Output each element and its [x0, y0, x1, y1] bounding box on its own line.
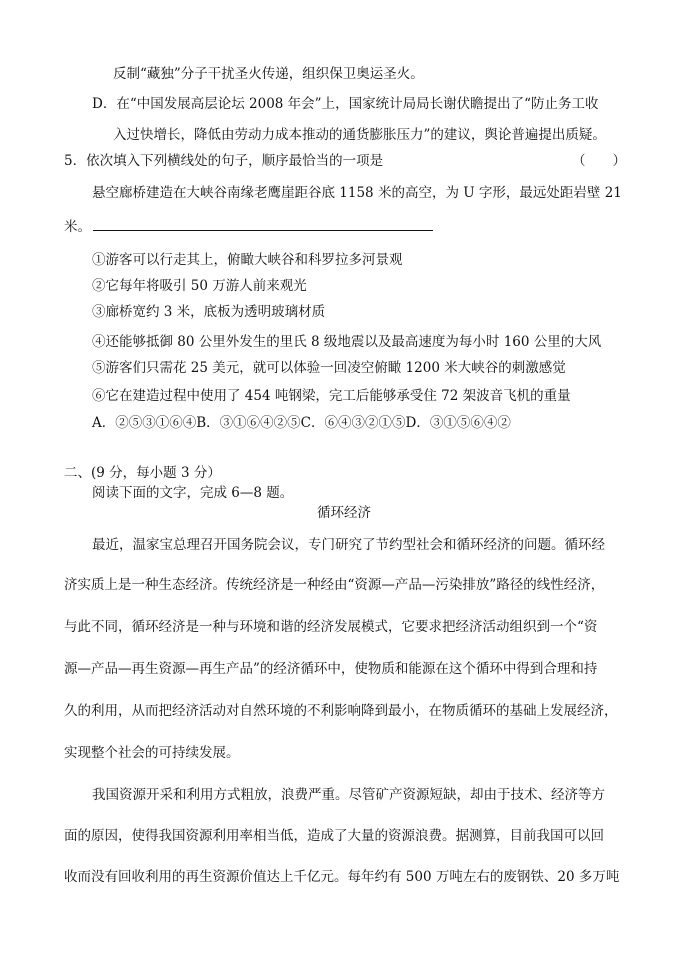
q5-answer-paren: （ ） — [572, 153, 626, 169]
q5-passage-line2 — [64, 218, 433, 236]
passage-p1-line1: 最近，温家宝总理召开国务院会议，专门研究了节约型社会和循环经济的问题。循环经 — [92, 537, 605, 553]
passage-p2-line2: 面的原因，使得我国资源利用率相当低，造成了大量的资源浪费。据测算，目前我国可以回 — [64, 828, 604, 844]
q4-continuation-line: 反制“藏独”分子干扰圣火传递，组织保卫奥运圣火。 — [113, 66, 424, 82]
passage-p2-line3: 收而没有回收利用的再生资源价值达上千亿元。每年约有 500 万吨左右的废钢铁、20 多万吨 — [64, 869, 620, 885]
q5-item-1: ①游客可以行走其上，俯瞰大峡谷和科罗拉多河景观 — [92, 252, 403, 268]
q5-item-3: ③廊桥宽约 3 米，底板为透明玻璃材质 — [92, 304, 326, 320]
passage-p1-line3: 与此不同，循环经济是一种与环境和谐的经济发展模式，它要求把经济活动组织到一个“资 — [64, 619, 598, 635]
section2-instruction: 阅读下面的文字，完成 6—8 题。 — [92, 485, 294, 501]
passage-p1-line5: 久的利用，从而把经济活动对自然环境的不利影响降到最小，在物质循环的基础上发展经济， — [64, 703, 618, 719]
fill-in-blank — [93, 218, 433, 231]
q5-passage-line2-text: 米。 — [64, 219, 91, 235]
passage-p2-line1: 我国资源开采和利用方式粗放，浪费严重。尽管矿产资源短缺，却由于技术、经济等方 — [92, 787, 605, 803]
q4-option-d-line2: 入过快增长，降低由劳动力成本推动的通货膨胀压力”的建议，舆论普遍提出质疑。 — [113, 127, 606, 143]
passage-p1-line4: 源—产品—再生资源—再生产品”的经济循环中，使物质和能源在这个循环中得到合理和持 — [64, 661, 598, 677]
q5-options: A．②⑤③①⑥④B．③①⑥④②⑤C．⑥④③②①⑤D．③①⑤⑥④② — [92, 415, 511, 431]
section2-header: 二、(9 分，每小题 3 分） — [64, 465, 221, 481]
q4-option-d-line1: D．在“中国发展高层论坛 2008 年会”上，国家统计局局长谢伏瞻提出了“防止务工收 — [92, 96, 599, 112]
q5-passage-line1: 悬空廊桥建造在大峡谷南缘老鹰崖距谷底 1158 米的高空，为 U 字形，最远处距岩壁 21 — [92, 185, 622, 201]
q5-item-5: ⑤游客们只需花 25 美元，就可以体验一回凌空俯瞰 1200 米大峡谷的刺激感觉 — [92, 360, 566, 376]
q5-item-2: ②它每年将吸引 50 万游人前来观光 — [92, 278, 307, 294]
q5-item-4: ④还能够抵御 80 公里外发生的里氏 8 级地震以及最高速度为每小时 160 公里的大风 — [92, 334, 602, 350]
q5-item-6: ⑥它在建造过程中使用了 454 吨钢梁，完工后能够承受住 72 架波音飞机的重量 — [92, 388, 571, 404]
q5-stem: 5．依次填入下列横线处的句子，顺序最恰当的一项是 — [64, 153, 384, 169]
passage-p1-line6: 实现整个社会的可持续发展。 — [64, 745, 240, 761]
passage-title: 循环经济 — [317, 505, 371, 521]
passage-p1-line2: 济实质上是一种生态经济。传统经济是一种经由“资源—产品—污染排放”路径的线性经济， — [64, 577, 605, 593]
